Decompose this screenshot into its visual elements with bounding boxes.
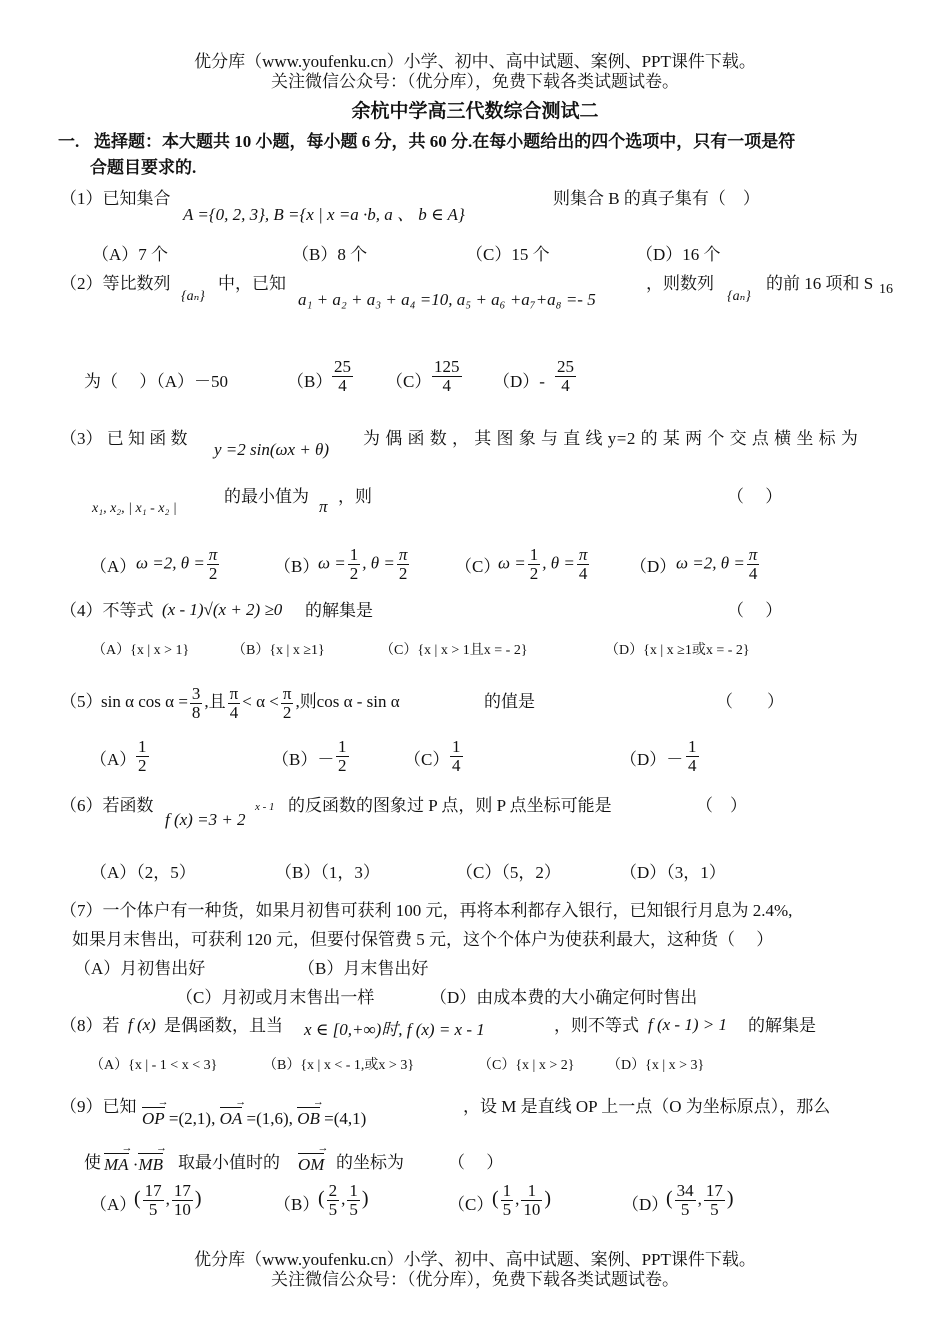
q9-c-n1: 1 bbox=[502, 1181, 512, 1200]
q3-b-den2: 2 bbox=[398, 563, 408, 583]
q3-a-eq: ω =2, θ = bbox=[136, 553, 205, 573]
q2-tail1: ，则数列 bbox=[646, 274, 714, 293]
q9-tail: ，设 M 是直线 OP 上一点（O 为坐标原点），那么 bbox=[463, 1097, 831, 1116]
q9-opt-a: （A） bbox=[90, 1195, 137, 1214]
q7-opt-c: （C）月初或月末售出一样 bbox=[176, 988, 375, 1007]
q9-a-n1: 17 bbox=[144, 1181, 162, 1200]
q3-opt-a-math bbox=[136, 546, 221, 583]
q5-m1: sin α cos α = bbox=[101, 692, 188, 711]
header-line2: 关注微信公众号：（优分库），免费下载各类试题试卷。 bbox=[271, 72, 679, 91]
q5-opt-a: （A） bbox=[90, 750, 137, 769]
header-line1: 优分库（www.youfenku.cn）小学、初中、高中试题、案例、PPT课件下载。 bbox=[194, 52, 756, 71]
q5-stem: （5） bbox=[60, 692, 103, 711]
q5-opt-d-frac bbox=[684, 738, 701, 775]
q5-c-den: 4 bbox=[452, 755, 461, 775]
q9-b-d1: 5 bbox=[328, 1199, 338, 1219]
q9-opt-c-math: ( $\frac{1}{5}$ , $\frac{1}{10}$ ) bbox=[492, 1181, 552, 1219]
q3-c-den2: 4 bbox=[578, 563, 588, 583]
q9-opt-b: （B） bbox=[274, 1195, 320, 1214]
q5-d-den: 4 bbox=[688, 755, 697, 775]
q3-line2-tail: ，则 bbox=[338, 487, 372, 506]
q5-f3-num: π bbox=[282, 683, 292, 703]
q9-l2c: 的坐标为 bbox=[336, 1153, 404, 1172]
q9-e2: =(1,6), bbox=[242, 1109, 298, 1128]
q2-frac-d bbox=[553, 358, 578, 395]
q5-f3-den: 2 bbox=[282, 702, 292, 722]
q9-d-n2: 17 bbox=[705, 1181, 723, 1200]
q7-opt-d: （D）由成本费的大小确定何时售出 bbox=[430, 988, 698, 1007]
q6-stem: （6）若函数 bbox=[60, 796, 154, 815]
q5-m2: ,且 bbox=[204, 692, 226, 711]
q4-opt-b: （B）{x | x ≥1} bbox=[232, 643, 325, 658]
q9-c-n2: 1 bbox=[521, 1182, 542, 1201]
q9-e1: =(2,1), bbox=[164, 1109, 220, 1128]
q6-math: f (x) =3 + 2 bbox=[165, 810, 246, 829]
page-title: 余杭中学高三代数综合测试二 bbox=[351, 101, 599, 122]
q9-d-d2: 5 bbox=[710, 1199, 719, 1219]
q9-e3: =(4,1) bbox=[319, 1109, 367, 1128]
q3-a-num: π bbox=[208, 545, 218, 564]
q8-opt-c: （C）{x | x > 2} bbox=[478, 1058, 575, 1073]
q5-math bbox=[101, 679, 400, 725]
q1-opt-a: （A）7 个 bbox=[92, 245, 169, 264]
q8-t1: 是偶函数，且当 bbox=[164, 1016, 283, 1035]
q9-b-n2: 1 bbox=[349, 1181, 358, 1200]
q3-math: y =2 sin(ωx + θ) bbox=[214, 440, 330, 459]
q5-opt-c: （C） bbox=[404, 750, 450, 769]
q3-pi: π bbox=[319, 497, 328, 516]
section-heading-line1: 选择题：本大题共 10 小题，每小题 6 分，共 60 分.在每小题给出的四个选项中，只有一项是符 bbox=[94, 132, 796, 151]
q9-opt-d-math: ( $\frac{34}{5}$ , $\frac{17}{5}$ ) bbox=[666, 1181, 734, 1219]
q3-a-den: 2 bbox=[208, 563, 218, 583]
q4-opt-d: （D）{x | x ≥1或x = - 2} bbox=[605, 643, 750, 658]
q5-opt-a-frac bbox=[134, 738, 151, 775]
q3-d-num: π bbox=[748, 545, 758, 564]
q9-l2-math bbox=[104, 1155, 163, 1175]
q1-math: A ={0, 2, 3}, B ={x | x =a ·b, a 、 b ∈ A} bbox=[183, 205, 465, 224]
q8-t2: ，则不等式 bbox=[554, 1016, 639, 1035]
footer-line2: 关注微信公众号：（优分库），免费下载各类试题试卷。 bbox=[271, 1270, 679, 1289]
q9-l2a: 使 bbox=[84, 1153, 101, 1172]
q6-opt-a: （A）（2，5） bbox=[90, 863, 196, 882]
q3-opt-b-math bbox=[318, 546, 411, 583]
q4-math: (x - 1)√(x + 2) ≥0 bbox=[162, 600, 283, 619]
q7-opt-b: （B）月末售出好 bbox=[298, 959, 429, 978]
q5-paren: （ ） bbox=[716, 692, 784, 711]
q5-f1-num: 3 bbox=[191, 683, 201, 703]
q5-a-den: 2 bbox=[138, 755, 147, 775]
q5-a-num: 1 bbox=[138, 737, 147, 756]
q9-c-d2: 10 bbox=[523, 1199, 541, 1219]
q9-opt-c: （C） bbox=[448, 1195, 494, 1214]
q3-opt-c-math bbox=[498, 546, 591, 583]
q3-b-den1: 2 bbox=[349, 563, 359, 583]
q8-m1: f (x) bbox=[128, 1015, 156, 1034]
q5-f2-den: 4 bbox=[229, 702, 239, 722]
q3-b-eq2: , θ = bbox=[362, 553, 395, 573]
q3-opt-b: （B） bbox=[274, 557, 320, 576]
q3-line2: 的最小值为 bbox=[224, 487, 309, 506]
q1-opt-b: （B）8 个 bbox=[292, 245, 368, 264]
q5-tail: 的值是 bbox=[484, 692, 535, 711]
q3-opt-a: （A） bbox=[90, 557, 137, 576]
q8-opt-b: （B）{x | x < - 1,或x > 3} bbox=[263, 1058, 415, 1073]
q9-vec-ma: MA → bbox=[104, 1153, 129, 1174]
q5-opt-c-frac bbox=[448, 738, 465, 775]
q2-mid: 中，已知 bbox=[218, 274, 286, 293]
q2-seq-1: {aₙ} bbox=[181, 289, 205, 304]
q9-vec-op: OP → bbox=[142, 1107, 165, 1128]
q1-opt-d: （D）16 个 bbox=[636, 245, 721, 264]
q3-stem: （3） 已 知 函 数 bbox=[60, 429, 188, 448]
q9-d-d1: 5 bbox=[680, 1199, 690, 1219]
q9-math bbox=[142, 1109, 366, 1129]
q9-d-n1: 34 bbox=[676, 1181, 694, 1200]
q3-c-eq1: ω = bbox=[498, 553, 526, 573]
q8-m3: f (x - 1) > 1 bbox=[648, 1015, 727, 1034]
q6-opt-d: （D）（3，1） bbox=[620, 863, 726, 882]
q2-line2: 为（ ）（A）－50 bbox=[84, 372, 229, 391]
q9-opt-a-math: ( $\frac{17}{5}$ , $\frac{17}{10}$ ) bbox=[134, 1181, 202, 1219]
q3-c-den1: 2 bbox=[529, 563, 539, 583]
q5-b-den: 2 bbox=[338, 755, 347, 775]
q1-stem: （1）已知集合 bbox=[60, 189, 171, 208]
q2-frac-c-num: 125 bbox=[434, 357, 460, 376]
q3-b-num1: 1 bbox=[349, 545, 359, 564]
q6-paren: （ ） bbox=[696, 796, 747, 815]
q3-c-eq2: , θ = bbox=[542, 553, 575, 573]
q2-opt-c: （C） bbox=[386, 372, 432, 391]
q7-line2: 如果月末售出，可获利 120 元，但要付保管费 5 元，这个个体户为使获利最大，这种货（ ） bbox=[72, 930, 774, 949]
q7-opt-a: （A）月初售出好 bbox=[74, 959, 206, 978]
q5-c-num: 1 bbox=[452, 737, 461, 756]
q5-b-num: 1 bbox=[338, 737, 347, 756]
q2-frac-b-num: 25 bbox=[334, 357, 351, 376]
q2-sub16: 16 bbox=[879, 282, 893, 297]
q9-b-d2: 5 bbox=[349, 1199, 358, 1219]
q9-dot: · bbox=[128, 1155, 139, 1174]
q4-tail: 的解集是 bbox=[305, 601, 373, 620]
q6-sup: x - 1 bbox=[255, 801, 275, 813]
q9-opt-d: （D） bbox=[622, 1195, 669, 1214]
section-heading-line2: 合题目要求的. bbox=[90, 158, 197, 177]
q9-b-n1: 2 bbox=[328, 1181, 338, 1200]
q3-b-eq1: ω = bbox=[318, 553, 346, 573]
footer-line1: 优分库（www.youfenku.cn）小学、初中、高中试题、案例、PPT课件下载。 bbox=[194, 1250, 756, 1269]
q3-d-eq: ω =2, θ = bbox=[676, 553, 745, 573]
q9-vec-om bbox=[298, 1155, 324, 1175]
section-label: 一. bbox=[58, 132, 80, 151]
q2-seq-2: {aₙ} bbox=[727, 289, 751, 304]
q3-opt-d-math bbox=[676, 546, 761, 583]
q8-m2: x ∈ [0,+∞)时, f (x) = x - 1 bbox=[304, 1020, 485, 1039]
q2-math: a₁ + a₂ + a₃ + a₄ =10, a₅ + a₆ +a₇+a₈ =- 5 bbox=[298, 290, 596, 309]
q4-opt-c: （C）{x | x > 1且x = - 2} bbox=[380, 643, 528, 658]
q2-frac-d-den: 4 bbox=[561, 375, 570, 395]
q2-frac-c-den: 4 bbox=[442, 375, 451, 395]
q5-f2-num: π bbox=[229, 683, 239, 703]
q2-frac-c bbox=[430, 358, 464, 395]
q9-paren: （ ） bbox=[448, 1153, 504, 1172]
q2-frac-b-den: 4 bbox=[338, 375, 347, 395]
q5-opt-b-frac bbox=[334, 738, 351, 775]
q3-opt-d: （D） bbox=[630, 557, 677, 576]
q5-opt-d: （D）－ bbox=[620, 750, 684, 769]
q9-vec-ob: OB → bbox=[297, 1107, 320, 1128]
q2-frac-b bbox=[330, 358, 355, 395]
q5-opt-b: （B）－ bbox=[272, 750, 335, 769]
q3-opt-c: （C） bbox=[455, 557, 501, 576]
q8-opt-a: （A）{x | - 1 < x < 3} bbox=[90, 1058, 218, 1073]
q9-a-d1: 5 bbox=[148, 1199, 158, 1219]
q6-opt-c: （C）（5，2） bbox=[456, 863, 561, 882]
q9-stem: （9）已知 bbox=[60, 1097, 137, 1116]
q4-stem: （4）不等式 bbox=[60, 601, 154, 620]
q3-paren: （ ） bbox=[727, 487, 783, 506]
q1-tail: 则集合 B 的真子集有（ ） bbox=[553, 189, 760, 208]
q3-b-num2: π bbox=[398, 545, 408, 564]
q2-stem: （2）等比数列 bbox=[60, 274, 171, 293]
q6-opt-b: （B）（1，3） bbox=[275, 863, 380, 882]
q9-a-d2: 10 bbox=[173, 1199, 191, 1219]
q2-frac-d-num: 25 bbox=[557, 357, 574, 376]
q9-opt-b-math: ( $\frac{2}{5}$ , $\frac{1}{5}$ ) bbox=[318, 1181, 369, 1219]
q5-m4: ,则cos α - sin α bbox=[295, 692, 400, 711]
q2-opt-b: （B） bbox=[287, 372, 333, 391]
q9-vec-oa: OA → bbox=[220, 1107, 243, 1128]
q8-stem: （8）若 bbox=[60, 1016, 120, 1035]
q2-tail2: 的前 16 项和 S bbox=[766, 274, 874, 293]
q3-c-num1: 1 bbox=[529, 545, 539, 564]
q5-f1-den: 8 bbox=[191, 702, 201, 722]
q5-d-num: 1 bbox=[688, 737, 697, 756]
q3-math2: x₁, x₂, | x₁ - x₂ | bbox=[92, 501, 177, 516]
q9-vec-mb: MB → bbox=[138, 1153, 163, 1174]
q2-opt-d: （D）- bbox=[493, 372, 545, 391]
q3-tail: 为 偶 函 数 ， 其 图 象 与 直 线 y=2 的 某 两 个 交 点 横 坐 标 为 bbox=[363, 429, 859, 448]
q4-opt-a: （A）{x | x > 1} bbox=[92, 643, 190, 658]
q9-l2b: 取最小值时的 bbox=[178, 1153, 280, 1172]
q8-opt-d: （D）{x | x > 3} bbox=[607, 1058, 705, 1073]
q8-t3: 的解集是 bbox=[748, 1016, 816, 1035]
q6-tail: 的反函数的图象过 P 点，则 P 点坐标可能是 bbox=[288, 796, 612, 815]
q9-vec-om-text: OM → bbox=[298, 1153, 324, 1174]
q9-c-d1: 5 bbox=[502, 1199, 512, 1219]
q1-opt-c: （C）15 个 bbox=[466, 245, 550, 264]
q3-c-num2: π bbox=[578, 545, 588, 564]
q7-line1: （7）一个体户有一种货，如果月初售可获利 100 元，再将本利都存入银行，已知银行月息为 2.4%, bbox=[60, 901, 793, 920]
q9-a-n2: 17 bbox=[173, 1181, 191, 1200]
q3-d-den: 4 bbox=[748, 563, 758, 583]
q5-m3: < α < bbox=[242, 692, 279, 711]
q4-paren: （ ） bbox=[727, 601, 783, 620]
